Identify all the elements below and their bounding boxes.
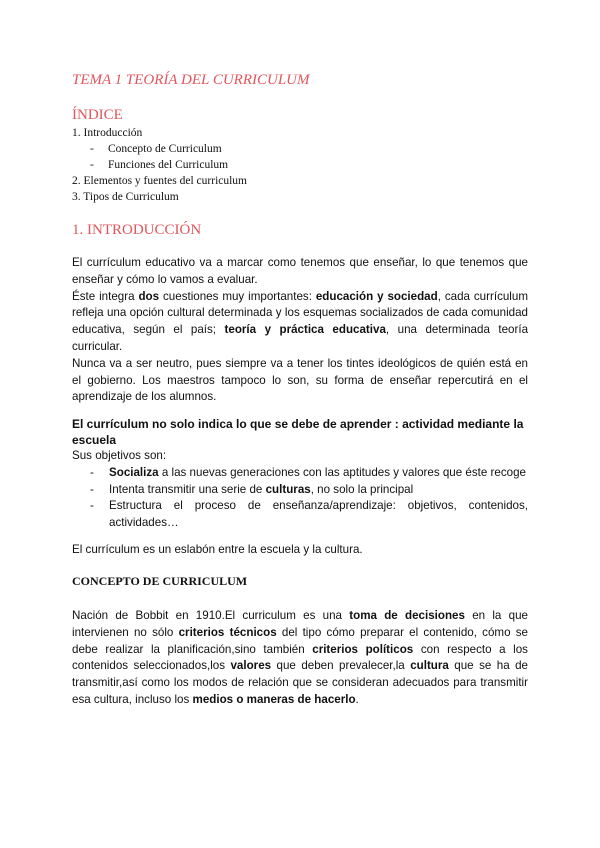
objectives-section [72,448,528,532]
bold-run: cultura [410,659,449,673]
text-run: con respecto a los contenidos seleccionados,los [72,642,528,673]
paragraph [72,289,528,356]
curriculum-subheading: El currículum no solo indica lo que se debe de aprender : actividad mediante la escuela [72,417,524,447]
list-item [72,498,528,532]
text-run: del tipo cómo preparar el contenido, cómo se debe realizar la planificación,sino también [72,625,529,656]
objectives-list [72,465,528,532]
dash-marker: - [90,482,94,496]
text-run: , una determinada teoría curricular. [72,323,529,353]
index-item-label: Concepto de Curriculum [108,143,222,155]
text-run: Éste integra [72,289,139,303]
paragraph: El currículum educativo va a marcar como tenemos que enseñar, lo que tenemos que enseñar y cómo lo vamos a evaluar. [72,256,528,286]
list-item [72,465,528,482]
paragraph: Nunca va a ser neutro, pues siempre va a tener los tintes ideológicos de quién está en el gobierno. Los maestros tampoco lo son, su forma de enseñar repercutirá en el aprendizaje de los alumnos. [72,356,528,404]
bold-run: valores [230,659,272,673]
bold-run: Socializa [109,465,159,479]
index-heading: ÍNDICE [72,107,123,123]
text-run: Intenta transmitir una serie de [109,482,266,496]
dash-marker: - [90,159,94,171]
bold-run: dos [138,289,160,303]
document-title: TEMA 1 TEORÍA DEL CURRICULUM [72,72,310,88]
concept-heading: CONCEPTO DE CURRICULUM [72,574,248,588]
index-list [72,125,247,205]
index-item-label: Funciones del Curriculum [108,159,229,171]
text-run: Nación de Bobbit en 1910.El curriculum es una [72,609,350,622]
text-run: . [355,692,359,706]
index-subitem [72,157,247,173]
index-item: 1. Introducción [72,127,143,139]
bold-run: educación y sociedad [315,289,438,303]
text-run: que se ha de transmitir,así como los modos de relación que se consideran adecuados para transmitir esa cultura, incluso los [72,659,528,706]
text-run: a las nuevas generaciones con las aptitudes y valores que éste recoge [158,465,526,479]
dash-marker: - [90,465,94,479]
bold-run: toma de decisiones [349,609,465,622]
text-run: cuestiones muy importantes: [159,289,316,303]
text-run: en la que intervienen no sólo [72,609,528,639]
bold-run: criterios técnicos [178,625,277,639]
text-run: , cada currículum refleja una opción cultural determinada y los esquemas socializados de cada comunidad educativa, según el país; [72,289,528,337]
dash-marker: - [90,143,94,155]
index-item: 3. Tipos de Curriculum [72,191,179,203]
index-subitem [72,141,247,157]
text-run: , no solo la principal [310,482,414,496]
bold-run: teoría y práctica educativa [224,323,386,337]
text-run: Estructura el proceso de enseñanza/aprendizaje: objetivos, contenidos, actividades… [109,499,528,530]
section-heading-introduccion: 1. INTRODUCCIÓN [72,222,202,238]
concept-body [72,608,528,709]
bold-run: criterios políticos [312,642,414,656]
introduction-body [72,255,528,406]
closing-line: El currículum es un eslabón entre la escuela y la cultura. [72,543,363,556]
objectives-intro: Sus objetivos son: [72,449,167,462]
bold-run: culturas [265,482,311,496]
list-item [72,482,528,499]
dash-marker: - [90,499,94,513]
index-item: 2. Elementos y fuentes del curriculum [72,175,248,187]
text-run: que deben prevalecer,la [271,659,411,673]
bold-run: medios o maneras de hacerlo [192,692,356,706]
